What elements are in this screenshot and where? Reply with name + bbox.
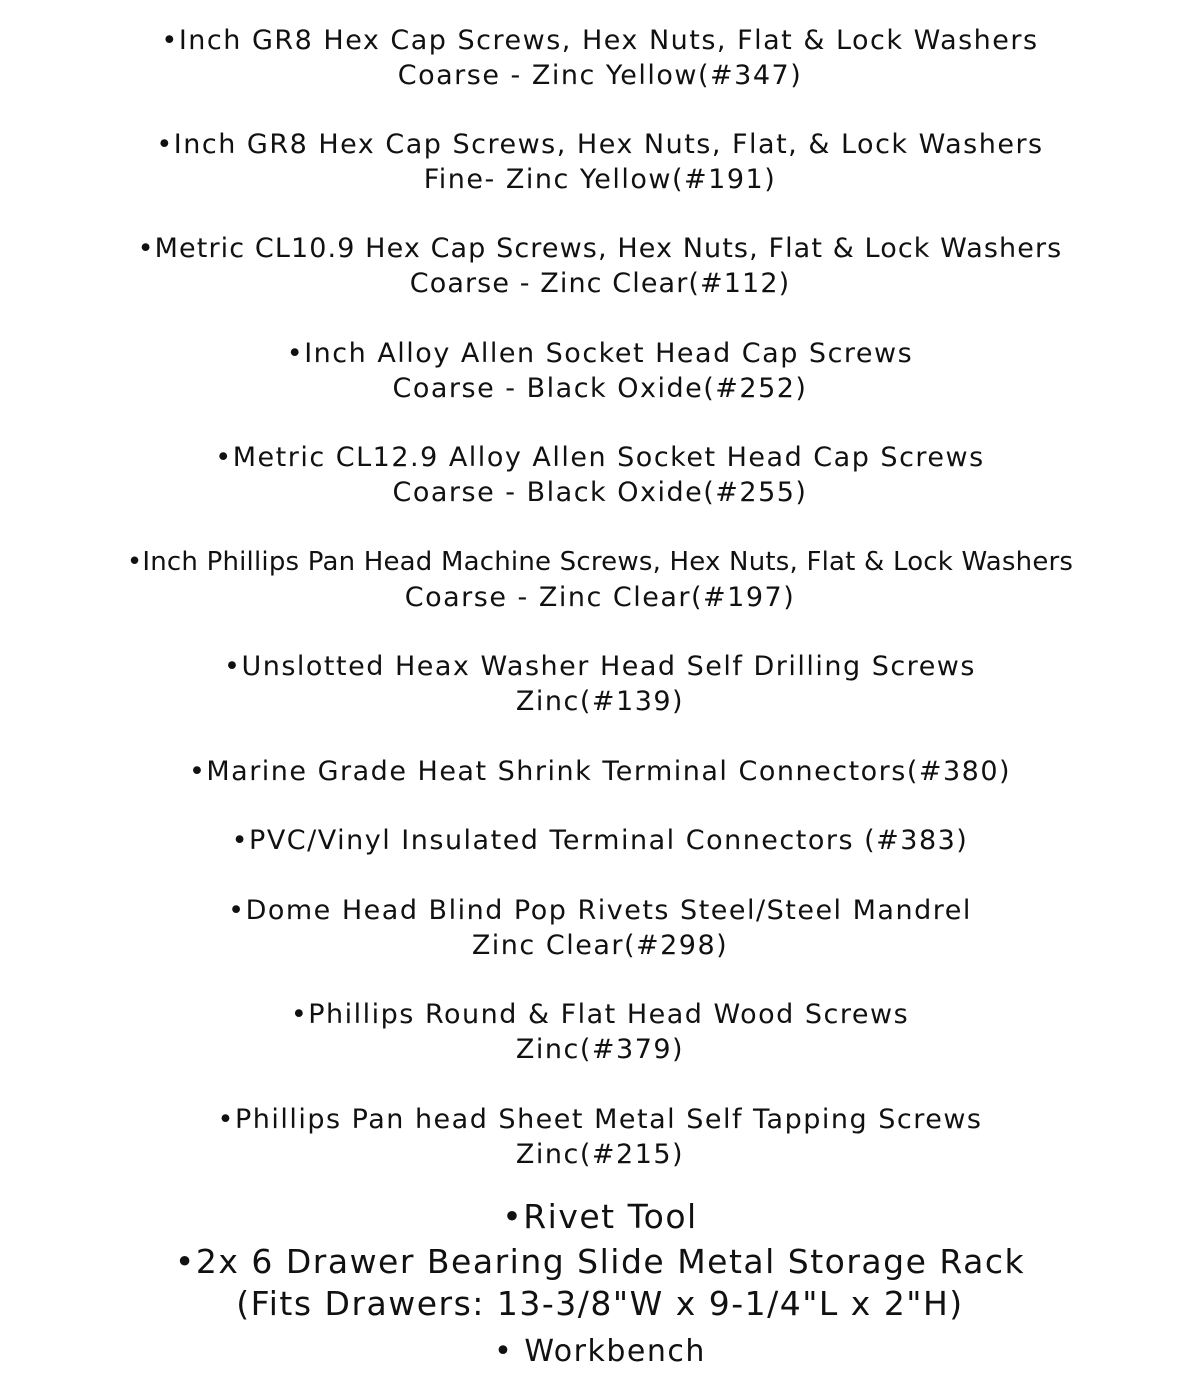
item-title: •Marine Grade Heat Shrink Terminal Connectors(#380): [188, 756, 1012, 787]
item-title: •Phillips Round & Flat Head Wood Screws: [290, 999, 910, 1030]
item-subtitle: Coarse - Zinc Clear(#112): [409, 268, 791, 299]
item-title: •Inch GR8 Hex Cap Screws, Hex Nuts, Flat, & Lock Washers: [156, 129, 1044, 160]
list-item: [0, 336, 1200, 406]
item-title: •Metric CL10.9 Hex Cap Screws, Hex Nuts, Flat & Lock Washers: [137, 233, 1063, 264]
item-title: • Workbench: [494, 1334, 706, 1369]
item-title: •Inch GR8 Hex Cap Screws, Hex Nuts, Flat & Lock Washers: [161, 25, 1039, 56]
list-item: [0, 823, 1200, 858]
item-subtitle: Coarse - Zinc Yellow(#347): [397, 60, 803, 91]
item-subtitle: Fine- Zinc Yellow(#191): [423, 164, 777, 195]
rivet-tool-item: [0, 1196, 1200, 1238]
item-title: •2x 6 Drawer Bearing Slide Metal Storage Rack: [174, 1242, 1026, 1281]
list-item: [0, 997, 1200, 1067]
list-item: [0, 754, 1200, 789]
item-title: •Rivet Tool: [502, 1197, 698, 1236]
list-item: [0, 1102, 1200, 1172]
storage-rack-item: [0, 1241, 1200, 1325]
item-title: •Dome Head Blind Pop Rivets Steel/Steel Mandrel: [228, 895, 972, 926]
workbench-item: [0, 1333, 1200, 1371]
item-subtitle: Zinc Clear(#298): [471, 930, 729, 961]
item-title: •PVC/Vinyl Insulated Terminal Connectors (#383): [231, 825, 969, 856]
list-item: [0, 545, 1200, 615]
item-title: •Inch Alloy Allen Socket Head Cap Screws: [286, 338, 914, 369]
item-subtitle: Coarse - Black Oxide(#255): [392, 477, 808, 508]
list-item: [0, 127, 1200, 197]
item-title: •Unslotted Heax Washer Head Self Drilling Screws: [224, 651, 976, 682]
list-item: [0, 23, 1200, 93]
item-subtitle: Zinc(#215): [515, 1139, 685, 1170]
item-subtitle: Coarse - Black Oxide(#252): [392, 373, 808, 404]
item-subtitle: Zinc(#379): [515, 1034, 685, 1065]
item-subtitle: Zinc(#139): [515, 686, 685, 717]
item-subtitle: (Fits Drawers: 13-3/8"W x 9-1/4"L x 2"H): [236, 1284, 964, 1323]
list-item: [0, 893, 1200, 963]
list-item: [0, 649, 1200, 719]
item-title: •Phillips Pan head Sheet Metal Self Tapping Screws: [217, 1104, 983, 1135]
item-subtitle: Coarse - Zinc Clear(#197): [404, 582, 796, 613]
item-title: •Inch Phillips Pan Head Machine Screws, Hex Nuts, Flat & Lock Washers: [126, 547, 1074, 577]
item-title: •Metric CL12.9 Alloy Allen Socket Head Cap Screws: [215, 442, 985, 473]
list-item: [0, 231, 1200, 301]
list-item: [0, 440, 1200, 510]
